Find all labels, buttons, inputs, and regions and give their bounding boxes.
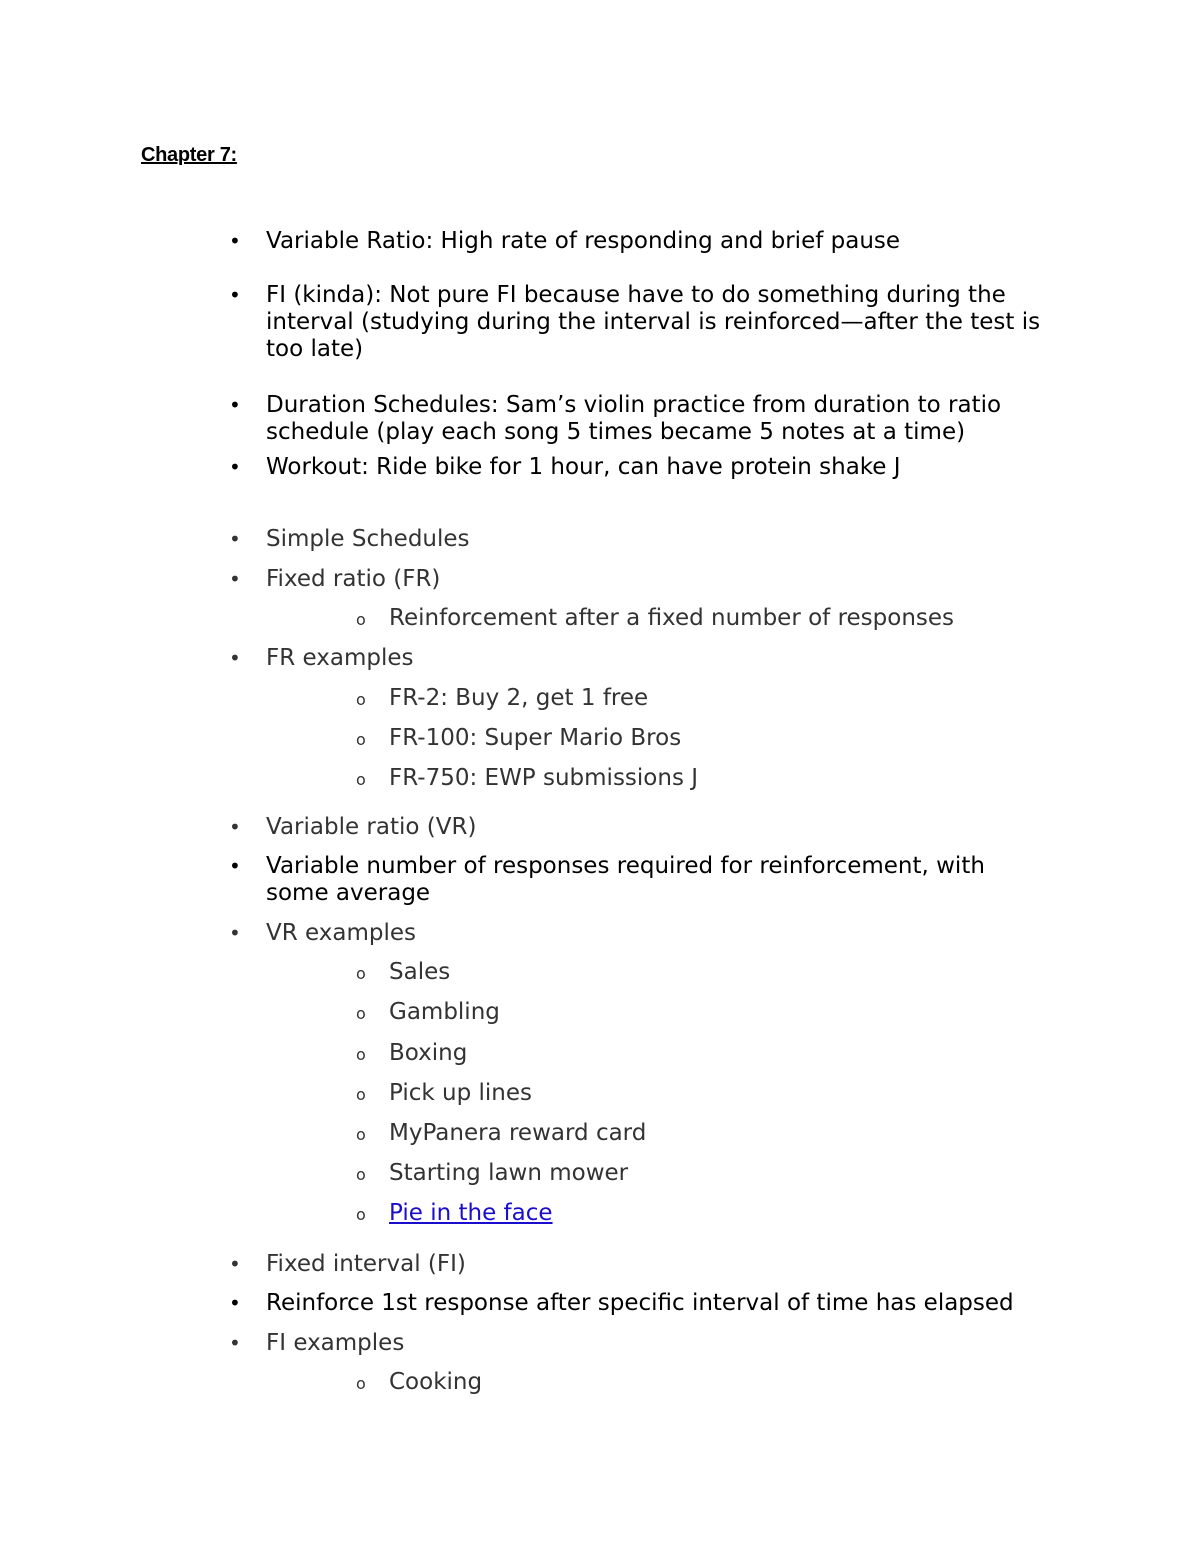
pie-in-the-face-link[interactable]: Pie in the face <box>389 1200 553 1226</box>
list-item-line: Variable Ratio: High rate of responding and brief pause <box>266 228 901 254</box>
list-item-line: Pick up lines <box>389 1080 533 1106</box>
list-item-line: Reinforce 1st response after specific interval of time has elapsed <box>266 1290 1014 1316</box>
list-item-line: FR examples <box>266 645 414 671</box>
list-item <box>229 228 900 255</box>
list-item-line: schedule (play each song 5 times became 5 notes at a time) <box>266 419 966 445</box>
bullet-icon: • <box>229 815 241 839</box>
list-item-line: FR-100: Super Mario Bros <box>389 725 682 751</box>
list-item <box>229 392 1001 446</box>
bullet-icon: • <box>229 921 241 945</box>
list-item <box>356 959 450 986</box>
circle-bullet-icon: o <box>356 1374 366 1393</box>
bullet-icon: • <box>229 229 241 253</box>
list-item-line: Simple Schedules <box>266 526 470 552</box>
list-item-line: too late) <box>266 336 364 362</box>
list-item <box>229 566 440 593</box>
list-item <box>229 814 476 841</box>
list-item-line: Variable number of responses required for reinforcement, with <box>266 853 985 879</box>
bullet-icon: • <box>229 1252 241 1276</box>
circle-bullet-icon: o <box>356 1004 366 1023</box>
list-item <box>356 765 698 792</box>
bullet-icon: • <box>229 567 241 591</box>
list-item <box>229 853 985 907</box>
list-item <box>229 1330 404 1357</box>
list-item-line: Workout: Ride bike for 1 hour, can have protein shake J <box>266 454 901 480</box>
list-item-line: FR-750: EWP submissions J <box>389 765 699 791</box>
list-item <box>229 1251 466 1278</box>
list-item-line: Variable ratio (VR) <box>266 814 477 840</box>
list-item-line: Starting lawn mower <box>389 1160 629 1186</box>
list-item <box>229 1290 1014 1317</box>
list-item-line: Boxing <box>389 1040 468 1066</box>
list-item <box>356 1200 553 1227</box>
list-item-line: Fixed interval (FI) <box>266 1251 466 1277</box>
list-item <box>356 1369 482 1396</box>
list-item-line: Sales <box>389 959 451 985</box>
list-item <box>356 1080 532 1107</box>
circle-bullet-icon: o <box>356 1085 366 1104</box>
list-item <box>229 282 1040 363</box>
list-item-line: FI (kinda): Not pure FI because have to do something during the <box>266 282 1006 308</box>
list-item-line: FR-2: Buy 2, get 1 free <box>389 685 649 711</box>
list-item <box>356 1120 646 1147</box>
list-item <box>356 999 500 1026</box>
list-item <box>229 920 416 947</box>
list-item <box>229 645 414 672</box>
circle-bullet-icon: o <box>356 730 366 749</box>
list-item <box>229 526 470 553</box>
list-item <box>356 605 954 632</box>
circle-bullet-icon: o <box>356 1125 366 1144</box>
list-item <box>356 1040 467 1067</box>
list-item <box>356 685 648 712</box>
list-item-line: VR examples <box>266 920 417 946</box>
circle-bullet-icon: o <box>356 1165 366 1184</box>
list-item <box>356 1160 628 1187</box>
list-item-line: Cooking <box>389 1369 483 1395</box>
bullet-icon: • <box>229 527 241 551</box>
bullet-icon: • <box>229 455 241 479</box>
circle-bullet-icon: o <box>356 770 366 789</box>
chapter-heading: Chapter 7: <box>141 144 237 166</box>
list-item <box>229 454 901 481</box>
list-item-line: Gambling <box>389 999 500 1025</box>
list-item-line: interval (studying during the interval is reinforced—after the test is <box>266 309 1041 335</box>
list-item-line: Reinforcement after a fixed number of responses <box>389 605 955 631</box>
bullet-icon: • <box>229 393 241 417</box>
list-item-line: some average <box>266 880 431 906</box>
bullet-icon: • <box>229 854 241 878</box>
circle-bullet-icon: o <box>356 690 366 709</box>
bullet-icon: • <box>229 283 241 307</box>
circle-bullet-icon: o <box>356 610 366 629</box>
circle-bullet-icon: o <box>356 1205 366 1224</box>
list-item-line: FI examples <box>266 1330 405 1356</box>
list-item-line: Duration Schedules: Sam’s violin practice from duration to ratio <box>266 392 1002 418</box>
bullet-icon: • <box>229 646 241 670</box>
circle-bullet-icon: o <box>356 1045 366 1064</box>
bullet-icon: • <box>229 1331 241 1355</box>
bullet-icon: • <box>229 1291 241 1315</box>
list-item-line: MyPanera reward card <box>389 1120 647 1146</box>
list-item <box>356 725 681 752</box>
list-item-line: Fixed ratio (FR) <box>266 566 441 592</box>
circle-bullet-icon: o <box>356 964 366 983</box>
